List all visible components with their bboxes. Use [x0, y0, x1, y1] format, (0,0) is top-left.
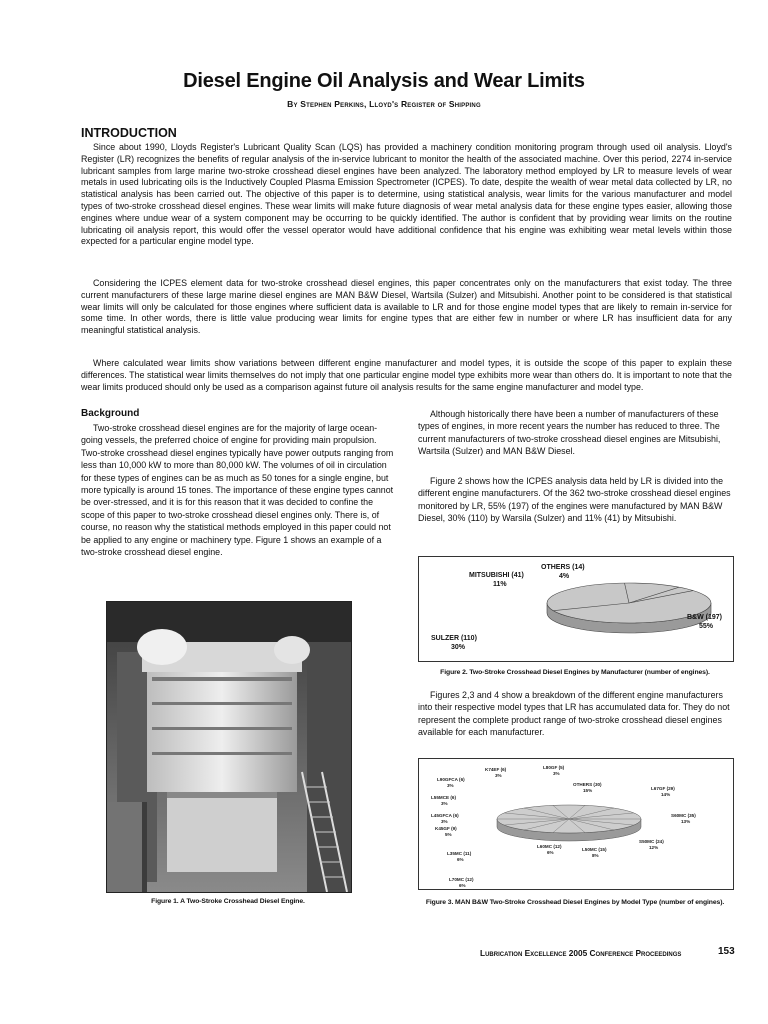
- figure-2-label-2: MITSUBISHI (41): [469, 572, 524, 579]
- figure-1-photo: [106, 601, 352, 893]
- engine-illustration: [107, 602, 351, 892]
- figure-3-label-4: L70MC (12): [449, 877, 474, 882]
- figure-3-label-12: OTHERS (30): [573, 782, 602, 787]
- figure-3-pct-7: 3%: [441, 819, 448, 824]
- figure-3-label-13: L67GF (29): [651, 786, 675, 791]
- right-column-paragraph-3: Figures 2,3 and 4 show a breakdown of the different engine manufacturers into their respective model types that LR has accumulated data for. They do not represent the complete product range of two-stroke crosshead diesel engines available for each manufacturer.: [418, 690, 730, 738]
- figure-2-pie-svg: [419, 557, 733, 661]
- figure-2-pct-3: 4%: [559, 573, 570, 580]
- figure-2-chart: [418, 556, 734, 662]
- figure-2-caption: Figure 2. Two-Stroke Crosshead Diesel Engines by Manufacturer (number of engines).: [440, 669, 710, 676]
- paper-title: Diesel Engine Oil Analysis and Wear Limits: [183, 70, 585, 92]
- figure-3-pct-12: 15%: [583, 788, 593, 793]
- footer-proceedings: Lubrication Excellence 2005 Conference Proceedings: [480, 948, 682, 958]
- introduction-paragraph-1: Since about 1990, Lloyds Register's Lubricant Quality Scan (LQS) has provided a machinery condition monitoring program through used oil analysis. Lloyd's Register (LR) recognizes the benefits of regular analysis of the in-service lubricant to monitor the health of the associated machine. Over this period, 2274 in-service lubricant samples from large marine two-stroke crosshead diesel engines have been analyzed. The laboratory method employed by LR to measure levels of wear metals in used lubricating oils is the Inductively Coupled Plasma Emission Spectrometer (ICPES). To date, despite the wealth of wear metal data collected by LR, no statistical analysis has been carried out. The objective of this paper is to determine, using statistical analysis, wear limits for the various manufacturer and model types of two-stroke crosshead diesel engines. These wear limits will make future diagnosis of wear metal analysis data for these engine types easier, allowing those engines where undue wear of a system component may be occurring to be quickly identified. The author is confident that by providing wear limits on the routine lubricating oil analysis report, this would offer the vessel operator would have additional confidence that his engine was exhibiting wear metal levels within those expected for a particular engine model type.: [81, 142, 732, 247]
- figure-2-label-0: B&W (197): [687, 614, 723, 621]
- figure-3-pie-svg: [419, 759, 733, 889]
- figure-3-label-6: K45GF (9): [435, 826, 457, 831]
- figure-3-pct-3: 6%: [547, 850, 554, 855]
- figure-2-label-3: OTHERS (14): [541, 564, 585, 571]
- figure-3-pct-11: 3%: [553, 771, 560, 776]
- figure-3-pct-8: 3%: [441, 801, 448, 806]
- figure-3-pct-0: 13%: [681, 819, 691, 824]
- figure-3-pct-10: 3%: [495, 773, 502, 778]
- figure-3-pct-6: 5%: [445, 832, 452, 837]
- figure-3-label-0: S60MC (35): [671, 813, 696, 818]
- introduction-paragraph-3: Where calculated wear limits show variations between different engine manufacturer and model types, it is outside the scope of this paper to explain these differences. The statistical wear limits themselves do not imply that one particular engine model type exhibits more wear than others do. It is important to note that the wear limits produced should only be used as a comparison against future oil analysis results for the same engine manufacturer and model type.: [81, 358, 732, 392]
- right-column-paragraph-1: Although historically there have been a number of manufacturers of these types of engines, in more recent years the number has reduced to three. The current manufacturers of two-stroke crosshead diesel engines are Mitsubishi, Wartsila (Sulzer) and MAN B&W Diesel.: [418, 409, 721, 457]
- figure-2-pct-2: 11%: [493, 581, 507, 588]
- figure-3-label-7: L45GFCA (6): [431, 813, 459, 818]
- figure-3-chart: [418, 758, 734, 890]
- figure-3-label-1: S50MC (24): [639, 839, 664, 844]
- figure-3-label-2: L50MC (15): [582, 847, 607, 852]
- introduction-heading: INTRODUCTION: [81, 126, 177, 140]
- figure-3-label-9: L90GFCA (6): [437, 777, 465, 782]
- figure-3-pct-5: 6%: [457, 857, 464, 862]
- figure-3-label-8: L55MCE (6): [431, 795, 457, 800]
- figure-3-pct-2: 8%: [592, 853, 599, 858]
- figure-2-label-1: SULZER (110): [431, 635, 477, 642]
- page-number: 153: [718, 946, 735, 957]
- figure-3-pct-9: 3%: [447, 783, 454, 788]
- figure-2-pct-0: 55%: [699, 623, 714, 630]
- figure-3-caption: Figure 3. MAN B&W Two-Stroke Crosshead Diesel Engines by Model Type (number of engines).: [425, 899, 725, 906]
- figure-3-pct-13: 14%: [661, 792, 671, 797]
- figure-2-pct-1: 30%: [451, 644, 466, 651]
- figure-3-label-5: L35MC (11): [447, 851, 472, 856]
- figure-3-pct-1: 12%: [649, 845, 659, 850]
- background-heading: Background: [81, 408, 140, 419]
- figure-3-label-3: L60MC (12): [537, 844, 562, 849]
- introduction-paragraph-2: Considering the ICPES element data for two-stroke crosshead diesel engines, this paper concentrates only on the manufacturers that exist today. The three current manufacturers of these large marine diesel engines are MAN B&W Diesel, Wartsila (Sulzer) and Mitsubishi. Another point to be considered is that statistical wear limits will only be calculated for those engines where sufficient data is available to LR and for those engine model types that are likely to remain in-service for some time. In other words, there is little value producing wear limits for engine types that are either few in number or where LR has insufficient data for any meaningful statistical analysis.: [81, 278, 732, 336]
- figure-3-pct-4: 6%: [459, 883, 466, 888]
- right-column-paragraph-2: Figure 2 shows how the ICPES analysis data held by LR is divided into the different engine manufacturers. Of the 362 two-stroke crosshead diesel engines monitored by LR, 55% (197) of the engines were manufactured by MAN B&W Diesel, 30% (110) by Warsila (Sulzer) and 11% (41) by Mitsubishi.: [418, 476, 731, 524]
- figure-3-label-10: K74EF (6): [485, 767, 507, 772]
- figure-1-caption: Figure 1. A Two-Stroke Crosshead Diesel Engine.: [151, 898, 305, 905]
- byline: By Stephen Perkins, Lloyd's Register of Shipping: [287, 99, 481, 109]
- figure-3-label-11: L80GF (5): [543, 765, 565, 770]
- background-paragraph: Two-stroke crosshead diesel engines are for the majority of large ocean-going vessels, the preferred choice of engine for providing main propulsion. Two-stroke crosshead diesel engines typically have power outputs ranging from less than 10,000 kW to more than 80,000 kW. The volumes of oil in circulation for these types of engines can be as much as 50 tones for a single engine, but more typically is around 15 tones. The importance of these engine types cannot be over-stressed, and it is for this reason that it was decided to confine the scope of this paper to two-stroke crosshead diesel engines only. There is, of course, no reason why the statistical methods employed in this paper could not be applied to any engine or machinery type. Figure 1 shows an example of a two-stroke crosshead diesel engine.: [81, 423, 394, 558]
